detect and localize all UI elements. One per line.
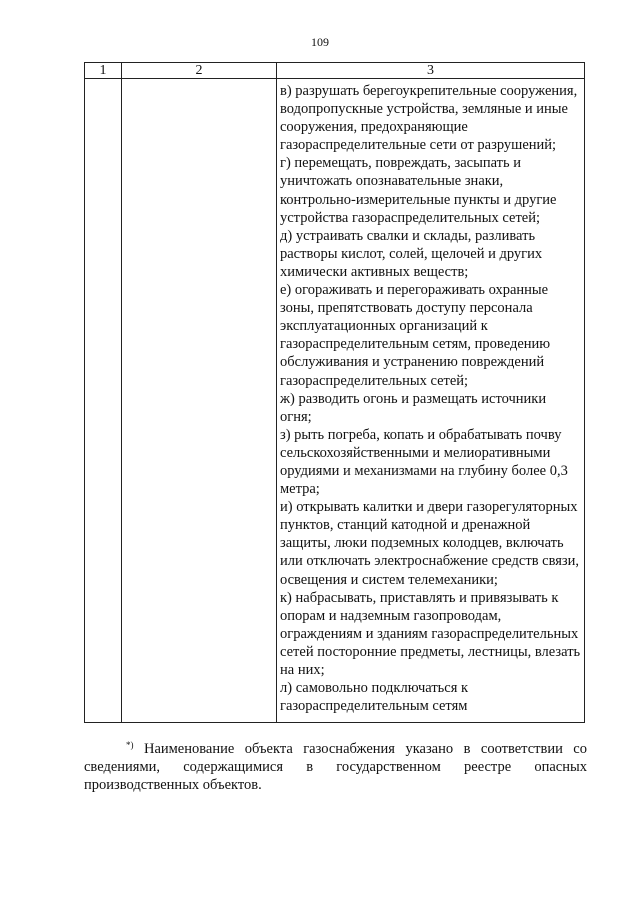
column-header-3: 3 bbox=[277, 63, 585, 79]
list-item-zh: ж) разводить огонь и размещать источники огня; bbox=[280, 390, 547, 425]
table-header-row bbox=[85, 63, 585, 79]
list-item-v: в) разрушать берегоукрепительные сооружения, водопропускные устройства, земляные и иные сооружения, предохраняющие газораспределительные сети от разрушений; bbox=[280, 83, 578, 154]
footnote-text: Наименование объекта газоснабжения указано в соответствии со сведениями, содержащимися в государственном реестре опасных производственных объектов. bbox=[84, 741, 587, 793]
list-item-i: и) открывать калитки и двери газорегуляторных пунктов, станций катодной и дренажной защиты, люки подземных колодцев, включать или отключать электроснабжение средств связи, освещения и систем телемеханики; bbox=[280, 499, 580, 588]
table-row bbox=[85, 79, 585, 723]
column-1-cell bbox=[85, 79, 122, 723]
requirements-table bbox=[84, 62, 585, 723]
list-item-e: е) огораживать и перегораживать охранные зоны, препятствовать доступу персонала эксплуатационных организаций к газораспределительным сетям, проведению обслуживания и устранению повреждений газораспределительных сетей; bbox=[280, 282, 551, 389]
footnote bbox=[84, 740, 587, 794]
page-number: 109 bbox=[311, 35, 329, 49]
list-item-d: д) устраивать свалки и склады, разливать растворы кислот, солей, щелочей и других химически активных веществ; bbox=[280, 227, 543, 280]
list-item-g: г) перемещать, повреждать, засыпать и уничтожать опознавательные знаки, контрольно-измерительные пункты и другие устройства газораспределительных сетей; bbox=[280, 155, 557, 226]
column-header-1: 1 bbox=[85, 63, 122, 79]
list-item-k: к) набрасывать, приставлять и привязывать к опорам и надземным газопроводам, ограждениям и зданиям газораспределительных сетей посторонние предметы, лестницы, влезать на них; bbox=[280, 589, 581, 678]
list-item-z: з) рыть погреба, копать и обрабатывать почву сельскохозяйственными и мелиоративными орудиями и механизмами на глубину более 0,3 метра; bbox=[280, 426, 568, 498]
column-3-cell bbox=[277, 79, 585, 723]
list-item-l: л) самовольно подключаться к газораспределительным сетям bbox=[280, 680, 469, 715]
footnote-marker: *) bbox=[126, 740, 134, 750]
column-2-cell bbox=[122, 79, 277, 723]
column-header-2: 2 bbox=[122, 63, 277, 79]
